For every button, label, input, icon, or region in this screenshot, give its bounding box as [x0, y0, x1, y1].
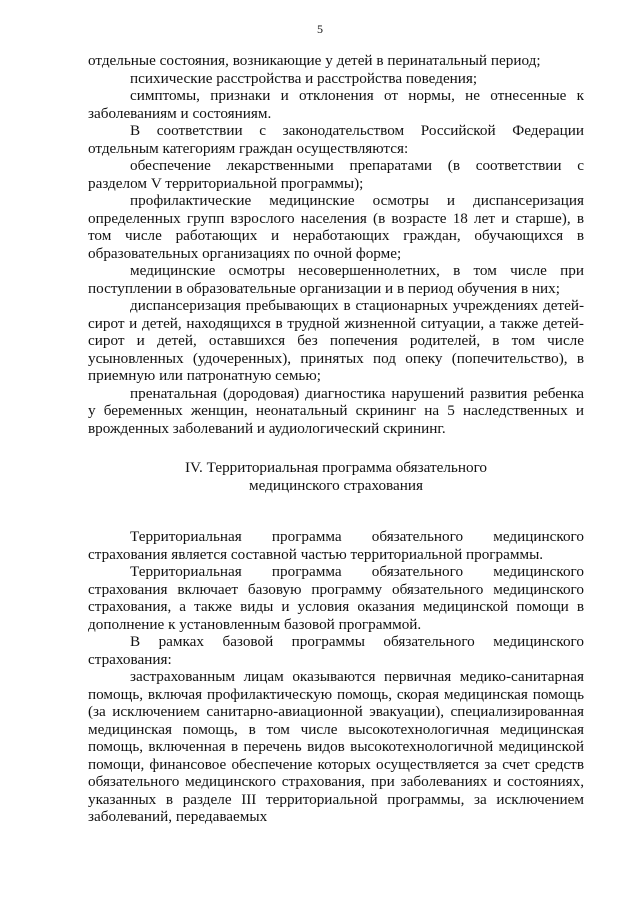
section-heading-line1: IV. Территориальная программа обязательного [184, 459, 488, 476]
paragraph-mental-disorders: психические расстройства и расстройства поведения; [130, 69, 478, 87]
paragraph-legislation: В соответствии с законодательством Российской Федерации отдельным категориям граждан осуществляются: [88, 122, 584, 157]
paragraph-program-includes: Территориальная программа обязательного медицинского страхования включает базовую программу обязательного медицинского страхования, а также виды и условия оказания медицинской помощи в дополнение к установленным базовой программой. [88, 563, 584, 633]
paragraph-prenatal-diagnostics: пренатальная (дородовая) диагностика нарушений развития ребенка у беременных женщин, неонатальный скрининг на 5 наследственных и врожденных заболеваний и аудиологический скрининг. [88, 384, 584, 437]
document-body [88, 52, 584, 826]
section-heading [88, 459, 584, 494]
paragraph-preventive-exams: профилактические медицинские осмотры и диспансеризация определенных групп взрослого населения (в возрасте 18 лет и старше), в том числе работающих и неработающих граждан, обучающихся в образовательных организациях по очной форме; [88, 192, 584, 262]
paragraph-basic-program: В рамках базовой программы обязательного медицинского страхования: [88, 633, 584, 668]
paragraph-perinatal: отдельные состояния, возникающие у детей в перинатальный период; [88, 52, 541, 69]
section-heading-line2: медицинского страхования [248, 476, 424, 494]
page-number: 5 [317, 22, 323, 36]
paragraph-insured-care: застрахованным лицам оказываются первичная медико-санитарная помощь, включая профилактическую помощь, скорая медицинская помощь (за исключением санитарно-авиационной эвакуации), специализированная медицинская помощь, в том числе высокотехнологичная медицинская помощь, включенная в перечень видов высокотехнологичной медицинской помощи, финансовое обеспечение которых осуществляется за счет средств обязательного медицинского страхования, при заболеваниях и состояниях, указанных в разделе III территориальной программы, за исключением заболеваний, передаваемых [88, 668, 584, 825]
paragraph-orphan-screening: диспансеризация пребывающих в стационарных учреждениях детей-сирот и детей, находящихся в трудной жизненной ситуации, а также детей-сирот и детей, оставшихся без попечения родителей, в том числе усыновленных (удочеренных), принятых под опеку (попечительство), в приемную или патронатную семью; [88, 297, 584, 384]
paragraph-minor-exams: медицинские осмотры несовершеннолетних, в том числе при поступлении в образовательные организации и в период обучения в них; [88, 262, 584, 297]
paragraph-medication-supply: обеспечение лекарственными препаратами (в соответствии с разделом V территориальной программы); [88, 157, 584, 192]
paragraph-program-part: Территориальная программа обязательного медицинского страхования является составной частью территориальной программы. [88, 528, 584, 563]
paragraph-symptoms: симптомы, признаки и отклонения от нормы, не отнесенные к заболеваниям и состояниям. [88, 87, 584, 122]
